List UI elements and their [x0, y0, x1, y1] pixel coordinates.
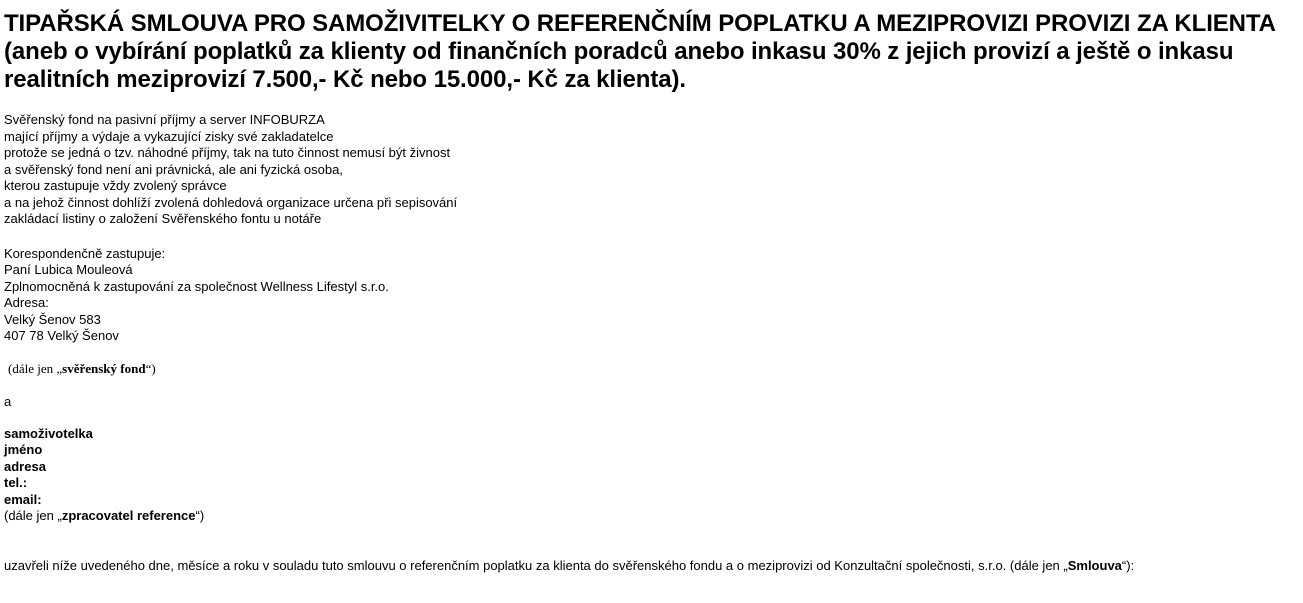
party1-prefix: (dále jen „ — [8, 360, 63, 376]
intro-paragraph — [4, 112, 1299, 228]
party2-field: adresa — [4, 458, 46, 474]
party2-prefix: (dále jen „ — [4, 508, 62, 523]
contact-line: 407 78 Velký Šenov — [4, 328, 119, 343]
closing-name: Smlouva — [1067, 557, 1122, 573]
intro-line: Svěřenský fond na pasivní příjmy a server INFOBURZA — [4, 112, 325, 127]
party1-name: svěřenský fond — [62, 360, 146, 376]
party2-block — [4, 426, 1299, 525]
intro-line: mající příjmy a výdaje a vykazující zisky své zakladatelce — [4, 128, 334, 144]
intro-line: a na jehož činnost dohlíží zvolená dohledová organizace určena při sepisování — [4, 194, 458, 210]
party2-field: tel.: — [4, 475, 28, 490]
document-subtitle: (aneb o vybírání poplatků za klienty od finančních poradců anebo inkasu 30% z jejich provizí a ještě o inkasu realitních meziprovizí 7.500,- Kč nebo 15.000,- Kč za klienta). — [4, 38, 1234, 93]
contact-line: Adresa: — [4, 295, 49, 310]
party2-suffix: “) — [195, 508, 205, 523]
closing-suffix: “): — [1121, 557, 1135, 573]
document-page — [4, 0, 1299, 574]
party2-field: samoživotelka — [4, 425, 93, 441]
document-title: TIPAŘSKÁ SMLOUVA PRO SAMOŽIVITELKY O REFERENČNÍM POPLATKU A MEZIPROVIZI PROVIZI ZA KLIENTA — [4, 10, 1276, 37]
party1-designation — [4, 361, 1299, 378]
contact-line: Zplnomocněná k zastupování za společnost Wellness Lifestyl s.r.o. — [4, 278, 389, 294]
intro-line: kterou zastupuje vždy zvolený správce — [4, 178, 227, 193]
party2-designation — [4, 508, 1299, 525]
contact-line: Paní Lubica Mouleová — [4, 262, 133, 277]
closing-prefix: uzavřeli níže uvedeného dne, měsíce a roku v souladu tuto smlouvu o referenčním poplatku za klienta do svěřenského fondu a o meziprovizi od Konzultační společnosti, s.r.o. (dále jen „ — [4, 557, 1068, 573]
party1-suffix: “) — [145, 360, 156, 376]
intro-line: a svěřenský fond není ani právnická, ale ani fyzická osoba, — [4, 161, 343, 177]
intro-line: zakládací listiny o založení Svěřenského fontu u notáře — [4, 211, 322, 226]
closing-paragraph — [4, 558, 1299, 575]
intro-line: protože se jedná o tzv. náhodné příjmy, tak na tuto činnost nemusí být živnost — [4, 145, 451, 160]
party2-field: jméno — [4, 442, 43, 457]
party2-field: email: — [4, 491, 42, 507]
and-word: a — [4, 394, 12, 409]
contact-block — [4, 246, 1299, 345]
party2-name: zpracovatel reference — [61, 508, 196, 523]
contact-line: Korespondenčně zastupuje: — [4, 245, 166, 261]
contact-line: Velký Šenov 583 — [4, 311, 101, 327]
